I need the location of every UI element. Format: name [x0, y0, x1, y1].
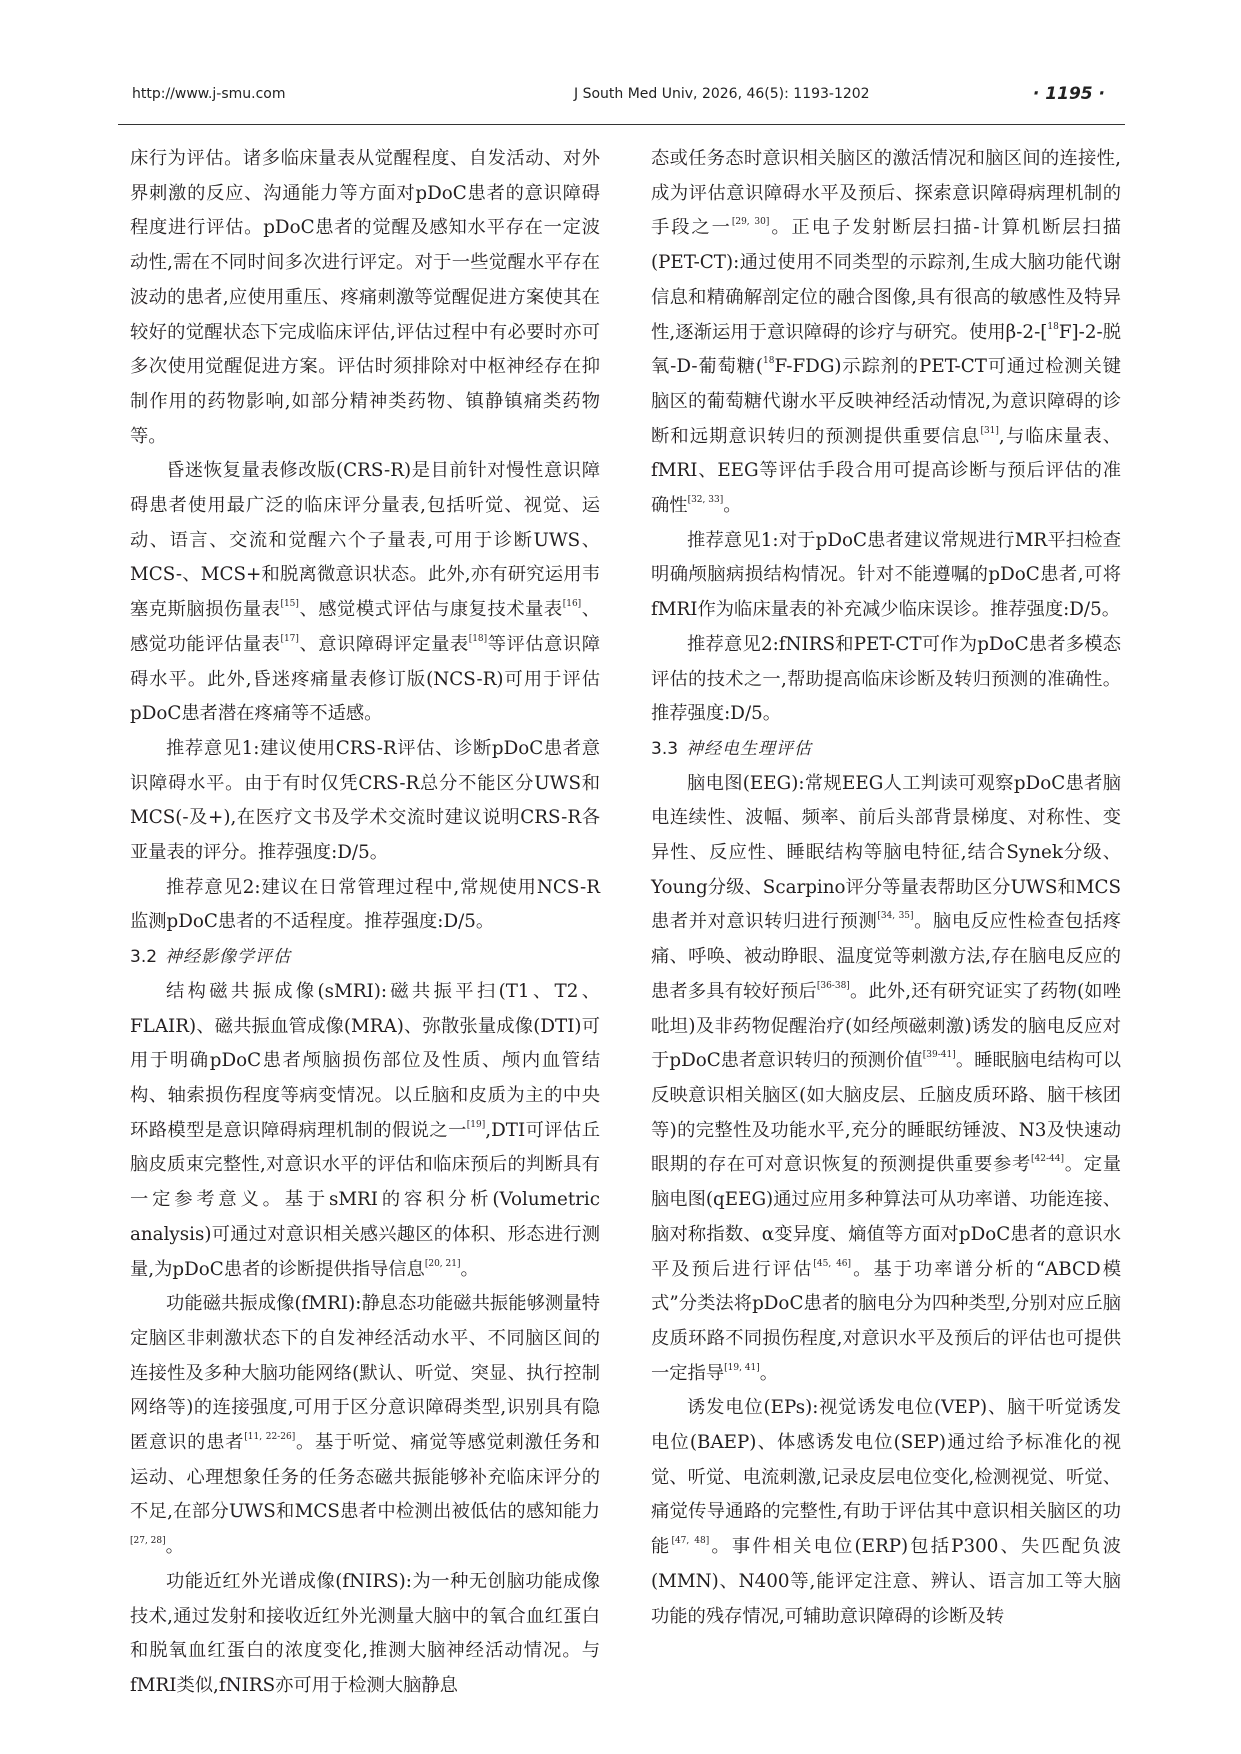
paragraph — [651, 1391, 1121, 1634]
paragraph — [651, 524, 1121, 628]
citation-ref: 18 — [762, 356, 775, 367]
citation-ref: [11, 22-26] — [244, 1432, 296, 1443]
paragraph — [651, 142, 1121, 524]
citation-ref: [42-44] — [1031, 1154, 1064, 1165]
paragraph-text: 。脑电反应性检查包括疼痛、呼唤、被动睁眼、温度觉等刺激方法,存在脑电反应的患者多具有较好预后 — [651, 911, 1121, 1002]
paragraph-text: 推荐意见2:fNIRS和PET-CT可作为pDoC患者多模态评估的技术之一,帮助提高临床诊断及转归预测的准确性。推荐强度:D/5。 — [651, 633, 1121, 725]
paragraph-text: 结构磁共振成像(sMRI):磁共振平扫(T1、T2、FLAIR)、磁共振血管成像(MRA)、弥散张量成像(DTI)可用于明确pDoC患者颅脑损伤部位及性质、颅内血管结构、轴索损伤程度等病变情况。以丘脑和皮质为主的中央环路模型是意识障碍病理机制的假说之一 — [130, 980, 600, 1141]
citation-ref: [36-38] — [816, 980, 850, 991]
paragraph-text: ,与临床量表、fMRI、EEG等评估手段合用可提高诊断与预后评估的准确性 — [651, 425, 1122, 517]
paragraph-text: 。事件相关电位(ERP)包括P300、失匹配负波(MMN)、N400等,能评定注意、辨认、语言加工等大脑功能的残存情况,可辅助意识障碍的诊断及转 — [651, 1536, 1121, 1627]
section-number: 3.3 — [651, 738, 679, 759]
paragraph-text: ,DTI可评估丘脑皮质束完整性,对意识水平的评估和临床预后的判断具有一定参考意义。基于sMRI的容积分析(Volumetric analysis)可通过对意识相关感兴趣区的体积、形态进行测量,为pDoC患者的诊断提供指导信息 — [130, 1119, 601, 1280]
paragraph-text: 诱发电位(EPs):视觉诱发电位(VEP)、脑干听觉诱发电位(BAEP)、体感诱发电位(SEP)通过给予标准化的视觉、听觉、电流刺激,记录皮层电位变化,检测视觉、听觉、痛觉传导通路的完整性,有助于评估其中意识相关脑区的功能 — [651, 1397, 1121, 1558]
paragraph-text: 、意识障碍评定量表 — [298, 633, 469, 655]
paragraph-text: 。 — [165, 1536, 184, 1558]
citation-ref: [39-41] — [922, 1050, 956, 1061]
paragraph — [130, 871, 600, 940]
citation-ref: [29, 30] — [731, 217, 770, 228]
citation-ref: [17] — [280, 633, 299, 644]
paragraph — [130, 975, 600, 1287]
paragraph — [130, 454, 600, 732]
paragraph-text: 昏迷恢复量表修改版(CRS-R)是目前针对慢性意识障碍患者使用最广泛的临床评分量表,包括听觉、视觉、运动、语言、交流和觉醒六个子量表,可用于诊断UWS、MCS-、MCS+和脱离微意识状态。此外,亦有研究运用韦塞克斯脑损伤量表 — [130, 460, 600, 621]
citation-ref: [45, 46] — [813, 1258, 852, 1269]
citation-ref: [19] — [466, 1119, 486, 1130]
paragraph-text: 脑电图(EEG):常规EEG人工判读可观察pDoC患者脑电连续性、波幅、频率、前后头部背景梯度、对称性、变异性、反应性、睡眠结构等脑电特征,结合Synek分级、Young分级、Scarpino评分等量表帮助区分UWS和MCS患者并对意识转归进行预测 — [651, 772, 1121, 933]
right-column — [651, 142, 1121, 1634]
paragraph — [130, 1287, 600, 1565]
journal-url: http://www.j-smu.com — [132, 86, 286, 102]
paragraph-text: 床行为评估。诸多临床量表从觉醒程度、自发活动、对外界刺激的反应、沟通能力等方面对pDoC患者的意识障碍程度进行评估。pDoC患者的觉醒及感知水平存在一定波动性,需在不同时间多次进行评定。对于一些觉醒水平存在波动的患者,应使用重压、疼痛刺激等觉醒促进方案使其在较好的觉醒状态下完成临床评估,评估过程中有必要时亦可多次使用觉醒促进方案。评估时须排除对中枢神经存在抑制作用的药物影响,如部分精神类药物、镇静镇痛类药物等。 — [130, 148, 600, 447]
paragraph-text: 。基于听觉、痛觉等感觉刺激任务和运动、心理想象任务的任务态磁共振能够补充临床评分的不足,在部分UWS和MCS患者中检测出被低估的感知能力 — [130, 1432, 601, 1523]
paragraph-text: 。 — [723, 495, 742, 517]
paragraph-text: F]-2-脱氧-D-葡萄糖( — [651, 321, 1121, 378]
citation-ref: 18 — [1047, 321, 1059, 332]
paragraph-text: 。睡眠脑电结构可以反映意识相关脑区(如大脑皮层、丘脑皮质环路、脑干核团等)的完整性及功能水平,充分的睡眠纺锤波、N3及快速动眼期的存在可对意识恢复的预测提供重要参考 — [651, 1050, 1122, 1176]
left-column — [130, 142, 600, 1704]
paragraph-text: 、感觉模式评估与康复技术量表 — [298, 599, 563, 621]
paragraph-text: 推荐意见2:建议在日常管理过程中,常规使用NCS-R监测pDoC患者的不适程度。推荐强度:D/5。 — [130, 876, 600, 933]
section-heading — [130, 940, 600, 975]
header-rule — [118, 124, 1125, 125]
paragraph-text: 。 — [759, 1362, 779, 1384]
paragraph — [130, 142, 600, 454]
section-number: 3.2 — [130, 947, 158, 968]
citation-ref: [34, 35] — [877, 911, 914, 922]
paragraph-text: 等评估意识障碍水平。此外,昏迷疼痛量表修订版(NCS-R)可用于评估pDoC患者潜在疼痛等不适感。 — [130, 633, 600, 725]
page-number: · 1195 · — [1032, 84, 1105, 104]
paragraph-text: 。此外,还有研究证实了药物(如唑吡坦)及非药物促醒治疗(如经颅磁刺激)诱发的脑电反应对于pDoC患者意识转归的预测价值 — [651, 980, 1122, 1072]
paragraph-text: 功能磁共振成像(fMRI):静息态功能磁共振能够测量特定脑区非刺激状态下的自发神经活动水平、不同脑区间的连接性及多种大脑功能网络(默认、听觉、突显、执行控制网络等)的连接强度,可用于区分意识障碍类型,识别具有隐匿意识的患者 — [130, 1293, 600, 1454]
citation-ref: [18] — [468, 633, 488, 644]
paragraph-text: 、感觉功能评估量表 — [130, 599, 601, 655]
paragraph — [130, 1565, 600, 1704]
citation-ref: [16] — [562, 599, 582, 610]
citation-ref: [32, 33] — [687, 495, 724, 506]
paragraph — [130, 732, 600, 871]
paragraph-text: 。正电子发射断层扫描-计算机断层扫描(PET-CT):通过使用不同类型的示踪剂,生成大脑功能代谢信息和精确解剖定位的融合图像,具有很高的敏感性及特异性,逐渐运用于意识障碍的诊疗与研究。使用β-2-[ — [651, 217, 1121, 343]
paragraph-text: 推荐意见1:建议使用CRS-R评估、诊断pDoC患者意识障碍水平。由于有时仅凭CRS-R总分不能区分UWS和MCS(-及+),在医疗文书及学术交流时建议说明CRS-R各亚量表的评分。推荐强度:D/5。 — [130, 737, 600, 864]
citation-ref: [15] — [280, 599, 299, 610]
paragraph-text: 。基于功率谱分析的“ABCD模式”分类法将pDoC患者的脑电分为四种类型,分别对应丘脑皮质环路不同损伤程度,对意识水平及预后的评估也可提供一定指导 — [651, 1258, 1121, 1384]
paragraph-text: 。定量脑电图(qEEG)通过应用多种算法可从功率谱、功能连接、脑对称指数、α变异度、熵值等方面对pDoC患者的意识水平及预后进行评估 — [651, 1154, 1122, 1280]
paragraph-text: 功能近红外光谱成像(fNIRS):为一种无创脑功能成像技术,通过发射和接收近红外光测量大脑中的氧合血红蛋白和脱氧血红蛋白的浓度变化,推测大脑神经活动情况。与fMRI类似,fNIRS亦可用于检测大脑静息 — [130, 1570, 600, 1696]
paragraph-text: 推荐意见1:对于pDoC患者建议常规进行MR平扫检查明确颅脑病损结构情况。针对不能遵嘱的pDoC患者,可将fMRI作为临床量表的补充减少临床误诊。推荐强度:D/5。 — [651, 529, 1121, 621]
journal-citation: J South Med Univ, 2026, 46(5): 1193-1202 — [574, 86, 870, 102]
section-heading — [651, 732, 1121, 767]
citation-ref: [20, 21] — [424, 1258, 461, 1269]
section-title: 神经电生理评估 — [686, 738, 813, 759]
paragraph — [651, 628, 1121, 732]
citation-ref: [27, 28] — [130, 1536, 166, 1547]
citation-ref: [19, 41] — [724, 1362, 760, 1373]
paragraph-text: 态或任务态时意识相关脑区的激活情况和脑区间的连接性,成为评估意识障碍水平及预后、探索意识障碍病理机制的手段之一 — [651, 148, 1121, 239]
section-title: 神经影像学评估 — [165, 947, 292, 968]
paragraph — [651, 767, 1121, 1392]
citation-ref: [47, 48] — [671, 1536, 710, 1547]
paragraph-text: 。 — [460, 1258, 479, 1280]
citation-ref: [31] — [980, 425, 999, 436]
paragraph-text: F-FDG)示踪剂的PET-CT可通过检测关键脑区的葡萄糖代谢水平反映神经活动情况,为意识障碍的诊断和远期意识转归的预测提供重要信息 — [651, 356, 1121, 447]
running-header — [118, 80, 1125, 110]
